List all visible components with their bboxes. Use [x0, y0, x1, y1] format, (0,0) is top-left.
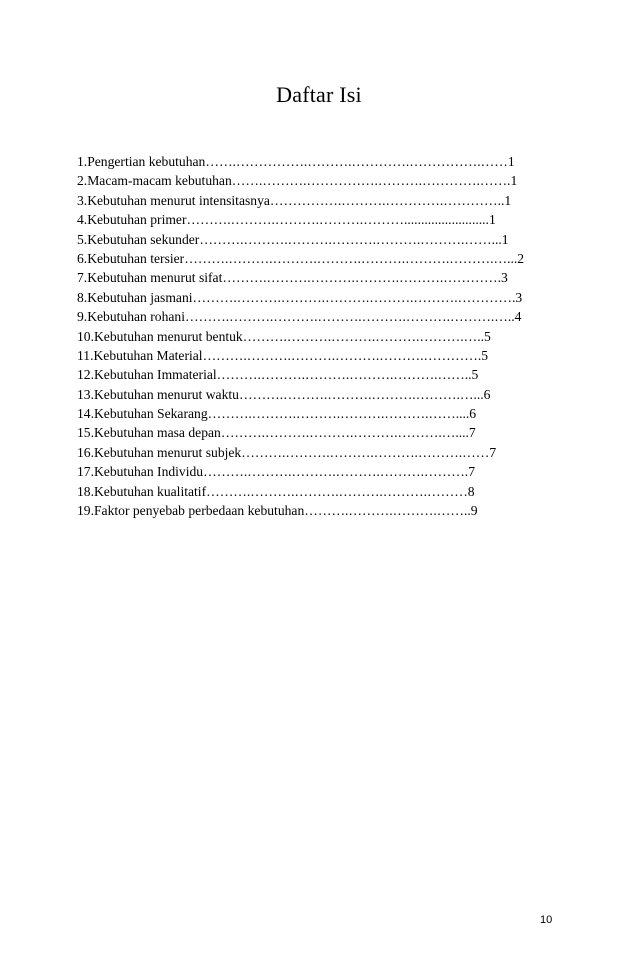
toc-entry-leader-page: …….…………….……….………….…………….……1 — [205, 154, 515, 169]
toc-entry — [77, 230, 567, 249]
toc-entry-leader-page: ……….……….……….……….……….........................1 — [186, 212, 496, 228]
toc-entry-leader-page: …….……….…………….……….………….…….1 — [231, 173, 518, 189]
toc-entry — [77, 404, 567, 423]
toc-entry-title: 18.Kebutuhan kualitatif — [77, 483, 207, 499]
toc-entry-leader-page: ……….……….……….……….……….………….5 — [202, 347, 489, 363]
toc-entry — [77, 268, 567, 287]
page-number: 10 — [540, 914, 553, 926]
toc-entry-leader-page: ……….……….……….……….……….……….7 — [203, 464, 475, 480]
toc-entry — [77, 501, 567, 520]
toc-entry-leader-page: ……….……….……….……….……….……….……….…..4 — [184, 309, 522, 325]
toc-entry-title: 16.Kebutuhan menurut subjek — [77, 444, 242, 460]
toc-entry — [77, 152, 567, 171]
toc-entry-leader-page: ……….……….……….……….……….……....6 — [207, 406, 477, 422]
toc-entry-title: 12.Kebutuhan Immaterial — [77, 367, 217, 383]
toc-entry — [77, 482, 567, 501]
toc-entry-title: 11.Kebutuhan Material — [77, 347, 203, 363]
toc-entry — [77, 307, 567, 326]
table-of-contents — [77, 152, 567, 520]
toc-entry-title: 19.Faktor penyebab perbedaan kebutuhan — [77, 503, 305, 519]
toc-entry-title: 1.Pengertian kebutuhan — [77, 154, 206, 169]
toc-entry — [77, 171, 567, 190]
toc-entry-leader-page: ……….……….……….……….……….……..5 — [216, 367, 479, 383]
toc-entry-title: 4.Kebutuhan primer — [77, 212, 187, 228]
toc-entry — [77, 288, 567, 307]
toc-entry — [77, 249, 567, 268]
toc-entry — [77, 365, 567, 384]
toc-entry-leader-page: ……….……….……….……….……….………….3 — [222, 270, 508, 286]
toc-entry — [77, 385, 567, 404]
toc-entry-leader-page: ……….……….……….……….……….……….……….…...2 — [184, 250, 525, 266]
toc-entry-leader-page: ……….……….……….……….……….…....7 — [220, 425, 476, 441]
toc-entry-leader-page: ……….……….……….……..9 — [304, 503, 478, 519]
toc-entry-leader-page: ……….……….……….……….……….…...6 — [238, 386, 491, 402]
toc-entry-title: 6.Kebutuhan tersier — [77, 250, 185, 266]
toc-entry-leader-page: ……….……….……….……….……….……….……...1 — [199, 231, 509, 247]
toc-entry-title: 10.Kebutuhan menurut bentuk — [77, 328, 243, 344]
toc-entry-title: 7.Kebutuhan menurut sifat — [77, 270, 223, 286]
toc-entry-title: 15.Kebutuhan masa depan — [77, 425, 221, 441]
toc-entry-title: 17.Kebutuhan Individu — [77, 464, 204, 480]
toc-entry-title: 5.Kebutuhan sekunder — [77, 231, 200, 247]
toc-entry — [77, 346, 567, 365]
page-title: Daftar Isi — [276, 82, 362, 107]
toc-entry — [77, 210, 567, 229]
toc-entry-title: 13.Kebutuhan menurut waktu — [77, 386, 239, 402]
toc-entry — [77, 462, 567, 481]
toc-entry — [77, 423, 567, 442]
toc-entry-leader-page: ……….……….……….……….……….……….………….3 — [192, 289, 523, 305]
toc-entry — [77, 191, 567, 210]
toc-entry-title: 8.Kebutuhan jasmani — [77, 289, 193, 305]
toc-entry-leader-page: …………….……….………….…………..1 — [269, 192, 512, 208]
toc-entry-title: 2.Macam-macam kebutuhan — [77, 173, 232, 189]
toc-entry-leader-page: ……….……….……….……….……….………8 — [206, 483, 475, 499]
toc-entry-leader-page: ……….……….……….……….……….…..5 — [242, 328, 491, 344]
toc-entry-title: 9.Kebutuhan rohani — [77, 309, 185, 325]
toc-entry-title: 14.Kebutuhan Sekarang — [77, 406, 208, 422]
toc-entry-leader-page: ……….……….……….……….……….……7 — [241, 444, 497, 460]
toc-entry — [77, 443, 567, 462]
toc-entry-title: 3.Kebutuhan menurut intensitasnya — [77, 192, 270, 208]
toc-entry — [77, 327, 567, 346]
